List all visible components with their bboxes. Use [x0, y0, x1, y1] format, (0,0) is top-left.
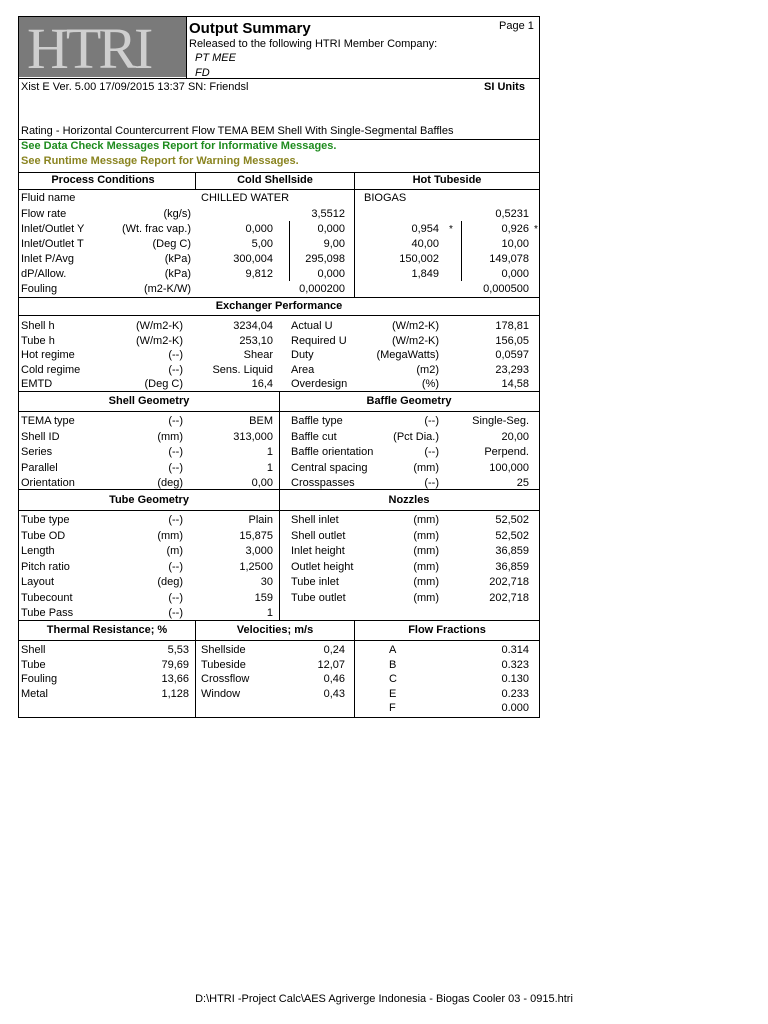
performance-unit: (W/m2-K) — [391, 320, 439, 332]
tube-geometry-value: 3,000 — [245, 545, 273, 557]
flow-fraction-label: F — [389, 702, 396, 714]
thermal-label: Tube — [21, 658, 46, 671]
nozzle-label: Shell inlet — [291, 514, 339, 526]
performance-value: 3234,04 — [233, 320, 273, 332]
logo-text: HTRI — [27, 16, 151, 81]
exchanger-performance-header: Exchanger Performance — [215, 300, 343, 312]
velocity-label: Window — [201, 687, 241, 700]
performance-label: Duty — [291, 349, 314, 361]
process-label: Flow rate — [21, 208, 67, 220]
velocity-value: 0,46 — [323, 673, 345, 685]
performance-label: Actual U — [291, 320, 333, 332]
cold-inlet-value: 5,00 — [251, 238, 273, 250]
flow-fraction-value: 0.130 — [501, 673, 529, 685]
divider — [19, 172, 539, 173]
process-label: dP/Allow. — [21, 268, 67, 280]
shell-geometry-value: 0,00 — [251, 477, 273, 489]
performance-label: Tube h — [21, 334, 55, 347]
nozzle-value: 202,718 — [489, 576, 529, 588]
shell-geometry-label: Shell ID — [21, 430, 60, 443]
tube-geometry-unit: (--) — [168, 607, 183, 619]
cold-outlet-value: 0,000 — [317, 268, 345, 280]
shell-geometry-unit: (mm) — [157, 430, 183, 443]
divider — [279, 391, 280, 489]
shell-geometry-value: 1 — [266, 446, 273, 458]
flow-fraction-label: E — [389, 687, 397, 700]
hot-outlet-value: 0,5231 — [495, 208, 529, 220]
velocity-label: Shellside — [201, 644, 246, 656]
company-name-2: FD — [195, 67, 210, 79]
cold-inlet-value: 0,000 — [245, 223, 273, 235]
nozzle-label: Tube outlet — [291, 591, 346, 604]
shell-geometry-unit: (--) — [168, 461, 183, 474]
tube-geometry-value: 1,2500 — [239, 560, 273, 573]
cold-outlet-value: 295,098 — [305, 253, 345, 265]
hot-fluid-name: BIOGAS — [364, 192, 407, 204]
performance-label: Cold regime — [21, 363, 81, 376]
units-label: SI Units — [484, 81, 525, 93]
process-label: Inlet P/Avg — [21, 253, 74, 265]
shell-geometry-header: Shell Geometry — [108, 395, 190, 407]
divider — [19, 78, 539, 79]
shell-geometry-unit: (--) — [168, 446, 183, 458]
cold-inlet-value: 300,004 — [233, 253, 273, 265]
performance-label: Hot regime — [21, 349, 75, 361]
baffle-geometry-header: Baffle Geometry — [366, 395, 452, 407]
divider — [19, 620, 539, 621]
flow-fraction-label: B — [389, 658, 397, 671]
thermal-label: Metal — [21, 687, 48, 700]
nozzle-value: 36,859 — [495, 545, 529, 557]
shell-geometry-label: Series — [21, 446, 53, 458]
baffle-geometry-unit: (--) — [424, 477, 439, 489]
baffle-geometry-value: Single-Seg. — [472, 415, 529, 427]
baffle-geometry-value: Perpend. — [484, 446, 529, 458]
divider — [354, 620, 355, 717]
thermal-value: 5,53 — [167, 644, 189, 656]
shell-geometry-value: BEM — [249, 415, 273, 427]
hot-inlet-value: 0,954 — [411, 223, 439, 235]
performance-unit: (MegaWatts) — [376, 349, 439, 361]
divider — [195, 172, 196, 190]
velocity-value: 0,43 — [323, 687, 345, 700]
hot-outlet-value: 10,00 — [501, 238, 529, 250]
shell-geometry-label: Parallel — [21, 461, 58, 474]
cold-outlet-value: 0,000200 — [299, 283, 345, 295]
cold-outlet-value: 3,5512 — [311, 208, 345, 220]
tube-geometry-label: Layout — [21, 576, 55, 588]
performance-unit: (W/m2-K) — [391, 334, 439, 347]
process-unit: (kg/s) — [163, 208, 191, 220]
process-unit: (kPa) — [164, 253, 191, 265]
velocity-value: 12,07 — [317, 658, 345, 671]
hot-outlet-value: 0,000500 — [483, 283, 529, 295]
tube-geometry-label: Tubecount — [21, 591, 73, 604]
baffle-geometry-unit: (--) — [424, 446, 439, 458]
tube-geometry-header: Tube Geometry — [109, 494, 189, 506]
process-label: Inlet/Outlet T — [21, 238, 84, 250]
process-label: Fouling — [21, 283, 58, 295]
nozzle-unit: (mm) — [413, 576, 439, 588]
thermal-resistance-header: Thermal Resistance; % — [46, 624, 168, 636]
nozzle-value: 202,718 — [489, 591, 529, 604]
tube-geometry-label: Tube type — [21, 514, 70, 526]
tube-geometry-unit: (--) — [168, 514, 183, 526]
performance-label: EMTD — [21, 378, 53, 390]
tube-geometry-unit: (--) — [168, 560, 183, 573]
tube-geometry-label: Tube Pass — [21, 607, 74, 619]
process-unit: (Wt. frac vap.) — [121, 223, 191, 235]
divider — [19, 640, 539, 641]
performance-unit: (--) — [168, 349, 183, 361]
process-unit: (kPa) — [164, 268, 191, 280]
thermal-label: Fouling — [21, 673, 58, 685]
cold-outlet-value: 0,000 — [317, 223, 345, 235]
nozzle-unit: (mm) — [413, 560, 439, 573]
performance-value: 253,10 — [239, 334, 273, 347]
released-text: Released to the following HTRI Member Company: — [189, 38, 438, 50]
baffle-geometry-label: Baffle type — [291, 415, 343, 427]
tube-geometry-label: Pitch ratio — [21, 560, 70, 573]
baffle-geometry-value: 100,000 — [489, 461, 529, 474]
performance-unit: (m2) — [416, 363, 439, 376]
performance-value: 0,0597 — [495, 349, 529, 361]
shell-geometry-value: 1 — [266, 461, 273, 474]
performance-value: 23,293 — [495, 363, 529, 376]
baffle-geometry-unit: (Pct Dia.) — [393, 430, 439, 443]
performance-unit: (%) — [421, 378, 439, 390]
page-title: Output Summary — [189, 20, 311, 37]
flow-fraction-value: 0.314 — [501, 644, 529, 656]
performance-label: Required U — [291, 334, 347, 347]
shell-geometry-label: Orientation — [21, 477, 75, 489]
nozzle-label: Outlet height — [291, 560, 354, 573]
htri-logo — [19, 16, 186, 81]
page-number: Page 1 — [499, 20, 534, 32]
data-check-message: See Data Check Messages Report for Informative Messages. — [21, 140, 337, 152]
baffle-geometry-unit: (mm) — [413, 461, 439, 474]
process-unit: (Deg C) — [152, 238, 191, 250]
divider — [354, 172, 355, 298]
performance-value: Shear — [243, 349, 273, 361]
thermal-label: Shell — [21, 644, 46, 656]
company-name: PT MEE — [195, 52, 236, 64]
divider — [279, 489, 280, 620]
velocity-label: Crossflow — [201, 673, 250, 685]
cold-inlet-value: 9,812 — [245, 268, 273, 280]
hot-inlet-value: 1,849 — [411, 268, 439, 280]
divider — [19, 297, 539, 298]
nozzle-label: Shell outlet — [291, 529, 346, 542]
process-label: Inlet/Outlet Y — [21, 223, 85, 235]
tube-geometry-value: 15,875 — [239, 529, 273, 542]
hot-outlet-value: 0,926 — [501, 223, 529, 235]
shell-geometry-value: 313,000 — [233, 430, 273, 443]
nozzle-unit: (mm) — [413, 545, 439, 557]
tube-geometry-value: 159 — [254, 591, 273, 604]
divider — [186, 17, 187, 78]
nozzle-label: Inlet height — [291, 545, 345, 557]
divider — [19, 189, 539, 190]
cold-fluid-name: CHILLED WATER — [201, 192, 290, 204]
process-conditions-header: Process Conditions — [51, 174, 155, 186]
file-path-footer: D:\HTRI -Project Calc\AES Agriverge Indonesia - Biogas Cooler 03 - 0915.htri — [195, 993, 573, 1005]
baffle-geometry-value: 20,00 — [501, 430, 529, 443]
thermal-value: 13,66 — [161, 673, 189, 685]
hot-inlet-value: 150,002 — [399, 253, 439, 265]
hot-outlet-value: 0,000 — [501, 268, 529, 280]
tube-geometry-value: 30 — [260, 576, 273, 588]
nozzle-value: 52,502 — [495, 514, 529, 526]
nozzle-value: 36,859 — [495, 560, 529, 573]
process-unit: (m2-K/W) — [143, 283, 191, 295]
tube-geometry-value: Plain — [248, 514, 273, 526]
performance-unit: (W/m2-K) — [135, 320, 183, 332]
tube-geometry-unit: (--) — [168, 591, 183, 604]
baffle-geometry-label: Baffle cut — [291, 430, 337, 443]
thermal-value: 79,69 — [161, 658, 189, 671]
performance-label: Area — [291, 363, 315, 376]
flow-fractions-header: Flow Fractions — [408, 624, 486, 636]
performance-value: Sens. Liquid — [212, 363, 273, 376]
flow-fraction-value: 0.323 — [501, 658, 529, 671]
fluid-name-label: Fluid name — [21, 192, 76, 204]
cold-shellside-header: Cold Shellside — [237, 174, 313, 186]
baffle-geometry-label: Crosspasses — [291, 477, 355, 489]
output-summary-sheet — [18, 16, 540, 718]
nozzle-unit: (mm) — [413, 591, 439, 604]
tube-geometry-label: Tube OD — [21, 529, 66, 542]
performance-value: 178,81 — [495, 320, 529, 332]
performance-label: Shell h — [21, 320, 55, 332]
hot-inlet-value: 40,00 — [411, 238, 439, 250]
nozzle-value: 52,502 — [495, 529, 529, 542]
hot-inlet-star: * — [449, 224, 453, 235]
version-line: Xist E Ver. 5.00 17/09/2015 13:37 SN: Friendsl — [21, 81, 249, 93]
flow-fraction-value: 0.000 — [501, 702, 529, 714]
thermal-value: 1,128 — [161, 687, 189, 700]
tube-geometry-value: 1 — [266, 607, 273, 619]
baffle-geometry-label: Baffle orientation — [291, 446, 374, 458]
tube-geometry-unit: (mm) — [157, 529, 183, 542]
flow-fraction-label: A — [389, 644, 397, 656]
performance-value: 16,4 — [251, 378, 273, 390]
performance-unit: (W/m2-K) — [135, 334, 183, 347]
nozzle-label: Tube inlet — [291, 576, 339, 588]
velocities-header: Velocities; m/s — [236, 624, 314, 636]
divider — [19, 315, 539, 316]
velocity-label: Tubeside — [201, 658, 246, 671]
flow-fraction-label: C — [389, 673, 397, 685]
nozzle-unit: (mm) — [413, 529, 439, 542]
divider — [195, 620, 196, 717]
performance-unit: (Deg C) — [144, 378, 183, 390]
runtime-message: See Runtime Message Report for Warning Messages. — [21, 155, 299, 167]
baffle-geometry-label: Central spacing — [291, 461, 368, 474]
performance-value: 156,05 — [495, 334, 529, 347]
baffle-geometry-value: 25 — [516, 477, 529, 489]
flow-fraction-value: 0.233 — [501, 687, 529, 700]
rating-description: Rating - Horizontal Countercurrent Flow TEMA BEM Shell With Single-Segmental Baffles — [21, 125, 454, 137]
hot-outlet-star: * — [534, 224, 538, 235]
shell-geometry-unit: (--) — [168, 415, 183, 427]
performance-unit: (--) — [168, 363, 183, 376]
nozzle-unit: (mm) — [413, 514, 439, 526]
cold-outlet-value: 9,00 — [323, 238, 345, 250]
tube-geometry-unit: (deg) — [157, 576, 183, 588]
hot-outlet-value: 149,078 — [489, 253, 529, 265]
shell-geometry-label: TEMA type — [21, 415, 75, 427]
tube-geometry-label: Length — [21, 545, 55, 557]
hot-tubeside-header: Hot Tubeside — [412, 174, 482, 186]
shell-geometry-unit: (deg) — [157, 477, 183, 489]
nozzles-header: Nozzles — [388, 494, 430, 506]
performance-label: Overdesign — [291, 378, 348, 390]
baffle-geometry-unit: (--) — [424, 415, 439, 427]
tube-geometry-unit: (m) — [166, 545, 183, 557]
performance-value: 14,58 — [501, 378, 529, 390]
velocity-value: 0,24 — [323, 644, 345, 656]
